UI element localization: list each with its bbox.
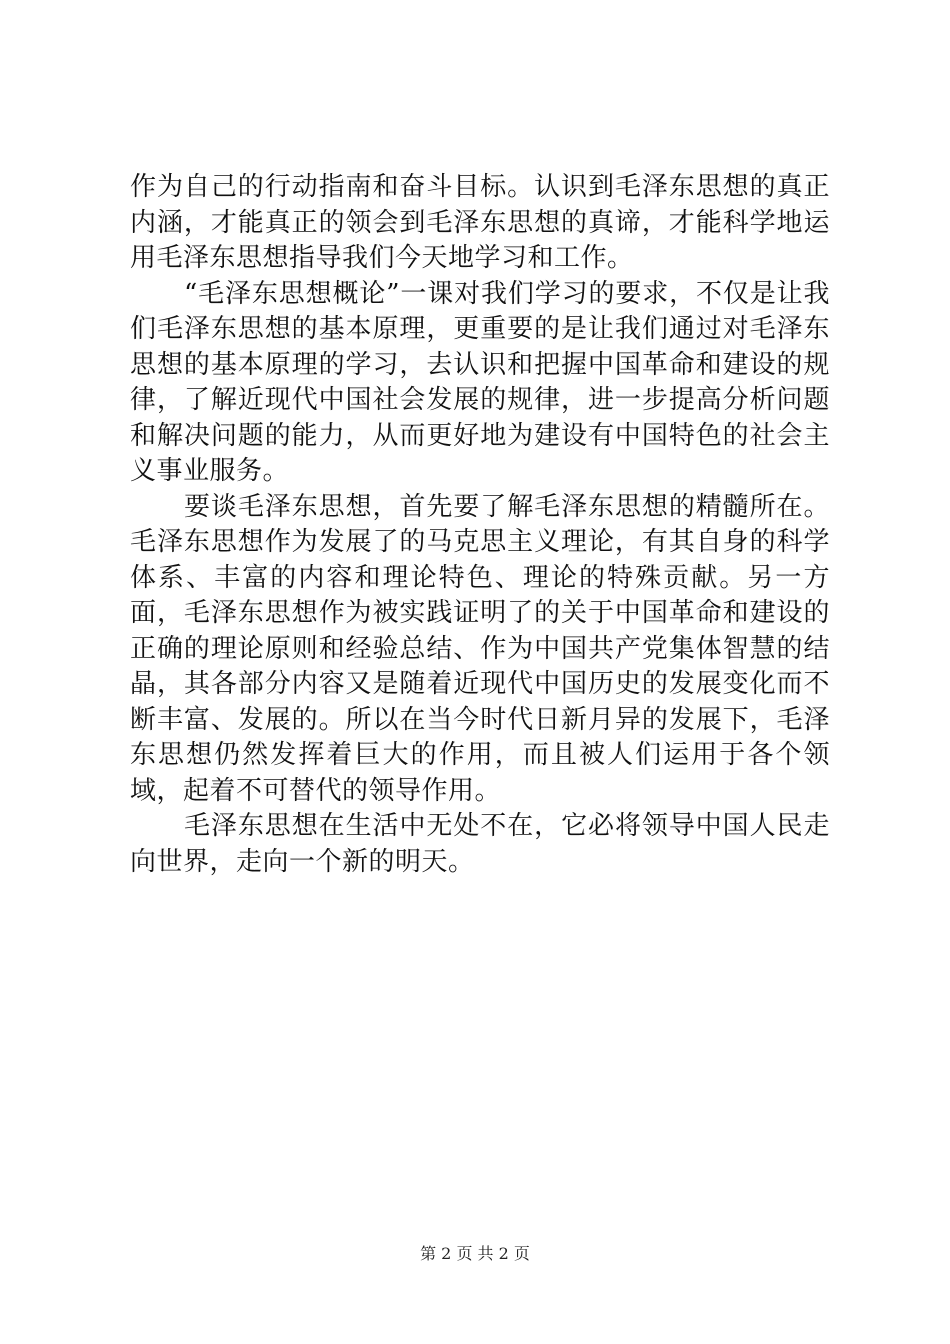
paragraph-conclusion: 毛泽东思想在生活中无处不在，它必将领导中国人民走向世界，走向一个新的明天。 [130, 811, 830, 877]
page-number-footer: 第 2 页 共 2 页 [420, 1244, 530, 1263]
paragraph-continuation: 作为自己的行动指南和奋斗目标。认识到毛泽东思想的真正内涵，才能真正的领会到毛泽东思想的真谛，才能科学地运用毛泽东思想指导我们今天地学习和工作。 [130, 172, 830, 273]
paragraph-course-requirements: “毛泽东思想概论”一课对我们学习的要求，不仅是让我们毛泽东思想的基本原理，更重要的是让我们通过对毛泽东思想的基本原理的学习，去认识和把握中国革命和建设的规律，了解近现代中国社会发展的规律，进一步提高分析问题和解决问题的能力，从而更好地为建设有中国特色的社会主义事业服务。 [130, 278, 830, 486]
paragraph-essence: 要谈毛泽东思想，首先要了解毛泽东思想的精髓所在。毛泽东思想作为发展了的马克思主义理论，有其自身的科学体系、丰富的内容和理论特色、理论的特殊贡献。另一方面，毛泽东思想作为被实践证明了的关于中国革命和建设的正确的理论原则和经验总结、作为中国共产党集体智慧的结晶，其各部分内容又是随着近现代中国历史的发展变化而不断丰富、发展的。所以在当今时代日新月异的发展下，毛泽东思想仍然发挥着巨大的作用，而且被人们运用于各个领域，起着不可替代的领导作用。 [130, 491, 830, 806]
document-body [130, 170, 830, 880]
